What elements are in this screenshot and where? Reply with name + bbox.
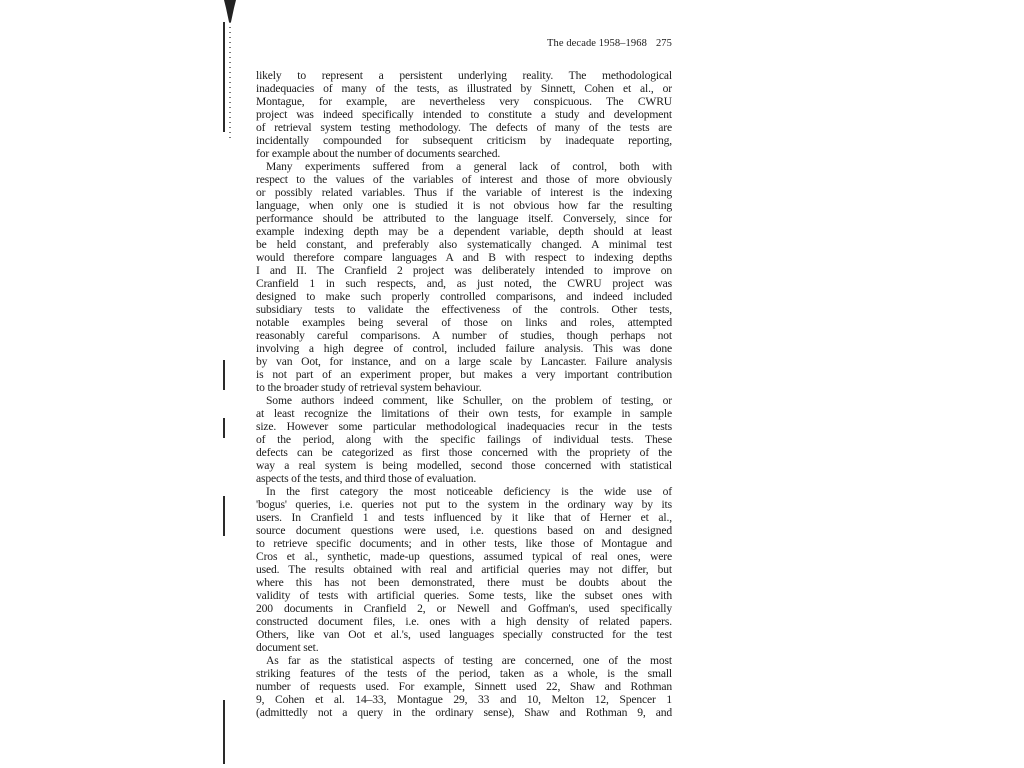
- text-line: is not part of an experiment proper, but makes a very important contribution: [256, 368, 672, 381]
- text-line: validity of tests with artificial queries. Some tests, like the subset ones with: [256, 589, 672, 602]
- text-line: (admittedly not a query in the ordinary sense), Shaw and Rothman 9, and: [256, 706, 672, 719]
- text-line: respect to the values of the variables of interest and those of more obviously: [256, 173, 672, 186]
- text-line: number of requests used. For example, Sinnett used 22, Shaw and Rothman: [256, 680, 672, 693]
- text-line: 200 documents in Cranfield 2, or Newell and Goffman's, used specifically: [256, 602, 672, 615]
- text-line: involving a high degree of control, included failure analysis. This was done: [256, 342, 672, 355]
- text-line: size. However some particular methodological inadequacies recur in the tests: [256, 420, 672, 433]
- text-line: for example about the number of documents searched.: [256, 147, 501, 160]
- text-line: example indexing depth may be a dependent variable, depth should at least: [256, 225, 672, 238]
- text-line: Some authors indeed comment, like Schuller, on the problem of testing, or: [266, 394, 672, 407]
- running-head-title: The decade 1958–1968: [546, 38, 647, 49]
- text-line: project was indeed specifically intended to constitute a study and development: [256, 108, 672, 121]
- text-line: of retrieval system testing methodology. The defects of many of the tests are: [256, 121, 672, 134]
- body-text: [256, 69, 672, 719]
- text-line: where this has not been demonstrated, there must be doubts about the: [256, 576, 672, 589]
- text-line: to the broader study of retrieval system behaviour.: [256, 381, 482, 394]
- text-line: I and II. The Cranfield 2 project was deliberately intended to improve on: [256, 264, 672, 277]
- text-line: Cranfield 1 in such respects, and, as just noted, the CWRU project was: [256, 277, 672, 290]
- text-line: used. The results obtained with real and artificial queries may not differ, but: [256, 563, 672, 576]
- text-line: In the first category the most noticeable deficiency is the wide use of: [266, 485, 672, 498]
- text-line: performance should be attributed to the language itself. Conversely, since for: [256, 212, 672, 225]
- text-line: aspects of the tests, and third those of evaluation.: [256, 472, 477, 485]
- text-line: 9, Cohen et al. 14–33, Montague 29, 33 and 10, Melton 12, Spencer 1: [256, 693, 672, 706]
- text-line: way a real system is being modelled, second those concerned with statistical: [256, 459, 672, 472]
- text-line: would therefore compare languages A and B with respect to indexing depths: [256, 251, 672, 264]
- text-line: defects can be categorized as first those concerned with the propriety of the: [256, 446, 672, 459]
- text-line: reasonably careful comparisons. A number of studies, though perhaps not: [256, 329, 672, 342]
- running-head: [520, 38, 672, 49]
- text-line: designed to make such properly controlled comparisons, and indeed included: [256, 290, 672, 303]
- text-line: likely to represent a persistent underlying reality. The methodological: [256, 69, 672, 82]
- text-line: subsidiary tests to validate the effectiveness of the controls. Other tests,: [256, 303, 672, 316]
- margin-rule: [223, 700, 225, 764]
- margin-dots: [229, 22, 231, 142]
- text-line: incidentally compounded for subsequent criticism by inadequate reporting,: [256, 134, 672, 147]
- text-line: notable examples being several of those on links and roles, attempted: [256, 316, 672, 329]
- scan-mark: [224, 0, 236, 22]
- text-line: inadequacies of many of the tests, as illustrated by Sinnett, Cohen et al., or: [256, 82, 672, 95]
- text-line: Many experiments suffered from a general lack of control, both with: [266, 160, 672, 173]
- text-line: striking features of the tests of the period, taken as a whole, is the small: [256, 667, 672, 680]
- text-line: users. In Cranfield 1 and tests influenced by it like that of Herner et al.,: [256, 511, 672, 524]
- text-line: of the period, along with the specific failings of individual tests. These: [256, 433, 672, 446]
- text-line: 'bogus' queries, i.e. queries not put to the system in the ordinary way by its: [256, 498, 672, 511]
- margin-rule: [223, 496, 225, 536]
- text-line: As far as the statistical aspects of testing are concerned, one of the most: [266, 654, 672, 667]
- text-line: or possibly related variables. Thus if the variable of interest is the indexing: [256, 186, 672, 199]
- text-line: at least recognize the limitations of their own tests, for example in sample: [256, 407, 672, 420]
- text-line: language, when only one is studied it is not obvious how far the resulting: [256, 199, 672, 212]
- text-line: to retrieve specific documents; and in other tests, like those of Montague and: [256, 537, 672, 550]
- text-line: constructed document files, i.e. ones with a high density of related papers.: [256, 615, 672, 628]
- margin-rule: [223, 360, 225, 390]
- page-number: 275: [655, 38, 672, 49]
- text-line: source document questions were used, i.e. questions based on and designed: [256, 524, 672, 537]
- text-line: Cros et al., synthetic, made-up questions, assumed typical of real ones, were: [256, 550, 672, 563]
- text-line: document set.: [256, 641, 319, 654]
- margin-rule: [223, 418, 225, 438]
- text-line: by van Oot, for instance, and on a large scale by Lancaster. Failure analysis: [256, 355, 672, 368]
- margin-rule: [223, 22, 225, 132]
- text-line: Montague, for example, are nevertheless very conspicuous. The CWRU: [256, 95, 672, 108]
- text-line: be held constant, and preferably also systematically changed. A minimal test: [256, 238, 672, 251]
- text-line: Others, like van Oot et al.'s, used languages specially constructed for the test: [256, 628, 672, 641]
